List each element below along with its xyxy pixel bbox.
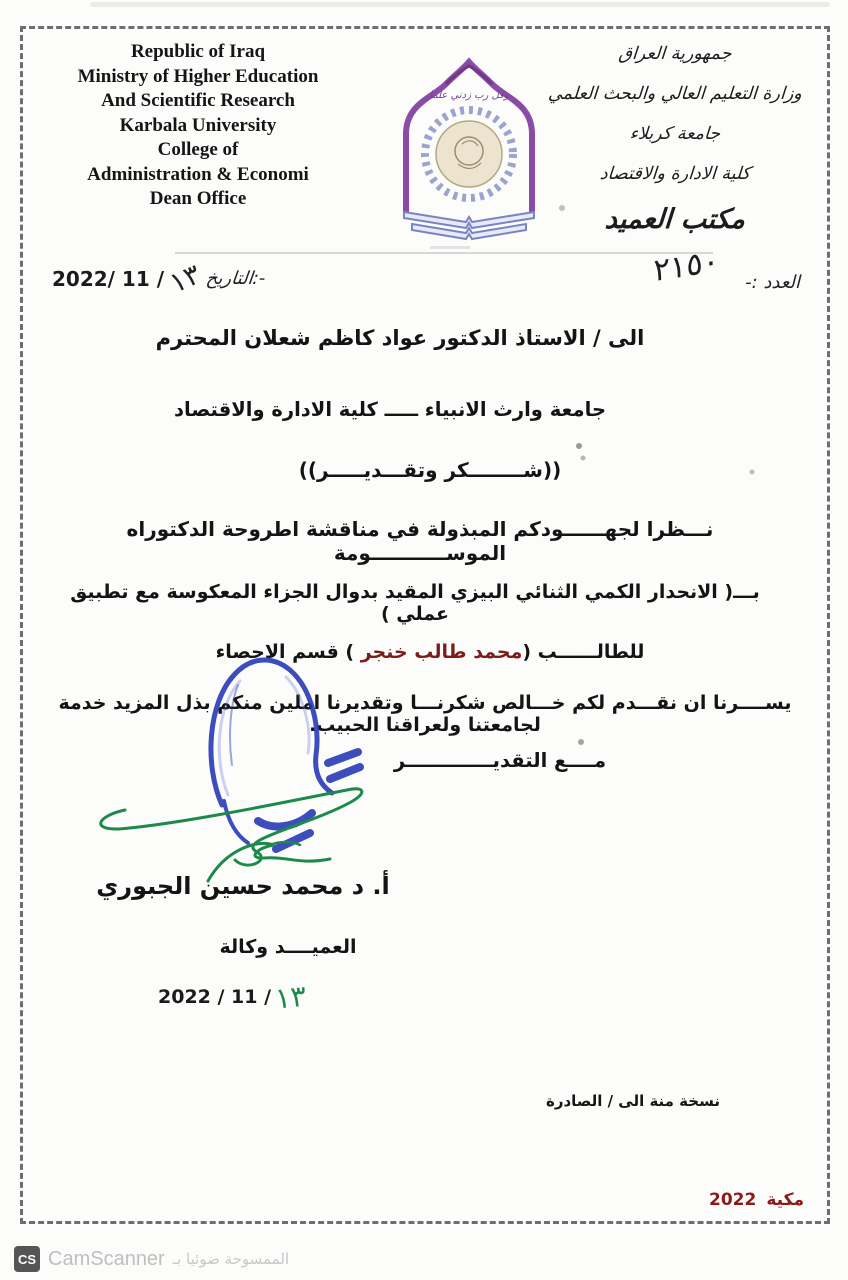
- copy-distribution-line: نسخة منة الى / الصادرة: [545, 1092, 720, 1110]
- letterhead-line: كلية الادارة والاقتصاد: [599, 164, 751, 184]
- logo-motto-text: وقل رب زدني علما: [429, 90, 509, 101]
- addressee-university-line: جامعة وارث الانبياء ـــــ كلية الادارة والاقتصاد: [173, 398, 607, 421]
- student-suffix: ) قسم الاحصاء: [215, 641, 361, 663]
- thanks-paragraph: يســــرنا ان نقـــدم لكم خـــالص شكرنـــا وتقديرنا املين منكم بذل المزيد خدمة لجامعتنا ولعراقنا الحبيب.: [58, 692, 792, 736]
- signatory-title: العميــــد وكالة: [219, 936, 357, 958]
- letterhead-line: جمهورية العراق: [617, 44, 733, 64]
- ref-number-label: العدد :-: [745, 272, 800, 293]
- date-printed: 2022/ 11 /: [52, 266, 165, 291]
- date-label: التاريخ:-: [205, 268, 267, 289]
- student-prefix: للطالــــــب (: [522, 641, 645, 663]
- signatory-name: أ. د محمد حسين الجبوري: [96, 872, 390, 900]
- regards-line: مــــع التقديـــــــــــــر: [393, 749, 607, 772]
- letterhead-line: جامعة كربلاء: [629, 124, 721, 144]
- camscanner-watermark: [14, 1246, 289, 1272]
- letterhead-line: Dean Office: [149, 188, 247, 209]
- ref-number-handwritten: ٢١٥٠: [653, 242, 720, 290]
- letterhead-arabic: [544, 44, 806, 235]
- thesis-title-line: بـــ( الانحدار الكمي الثنائي البيزي المقيد بدوال الجزاء المعكوسة مع تطبيق عملي ): [70, 581, 760, 625]
- letterhead-line: وزارة التعليم العالي والبحث العلمي: [547, 84, 803, 104]
- addressee-line: الى / الاستاذ الدكتور عواد كاظم شعلان المحترم: [155, 326, 645, 350]
- letterhead-line: Karbala University: [119, 114, 277, 136]
- date-row: [52, 257, 267, 300]
- letterhead-line: College of: [157, 139, 239, 160]
- signature-date-printed: 2022 / 11 /: [158, 986, 272, 1008]
- year-stamp-number: 2022: [709, 1190, 757, 1210]
- letterhead-line: Administration & Economi: [87, 163, 309, 185]
- header-divider: [175, 252, 713, 254]
- scan-artifact: [430, 246, 470, 249]
- year-stamp: [709, 1190, 804, 1210]
- date-day-handwritten: ١٣: [164, 257, 206, 300]
- student-name: محمد طالب خنجر: [360, 641, 523, 663]
- letterhead-line: And Scientific Research: [101, 90, 295, 111]
- letterhead-line: Ministry of Higher Education: [77, 65, 319, 87]
- camscanner-name: CamScanner: [48, 1247, 165, 1270]
- year-stamp-arabic: مكية: [766, 1190, 804, 1210]
- signature-date-row: [158, 980, 306, 1014]
- body-paragraph: نـــظرا لجهــــــودكم المبذولة في مناقشة اطروحة الدكتوراه الموســـــــــــومة: [126, 517, 714, 565]
- scan-speckles: [0, 0, 4, 4]
- mosque-arch-icon: [386, 56, 552, 244]
- letterhead-english: [52, 40, 344, 212]
- camscanner-logo-icon: CS: [14, 1246, 40, 1272]
- camscanner-arabic-label: الممسوحة ضوئيا بـ: [172, 1250, 290, 1268]
- university-emblem-logo: [386, 56, 552, 244]
- subject-line: ((شــــــــكر وتقـــديـــــر)): [298, 458, 562, 482]
- letterhead-line: Republic of Iraq: [130, 41, 266, 62]
- signature-date-day-handwritten: ١٣: [273, 978, 308, 1016]
- scan-artifact: [90, 2, 830, 7]
- dean-office-label: مكتب العميد: [603, 204, 747, 235]
